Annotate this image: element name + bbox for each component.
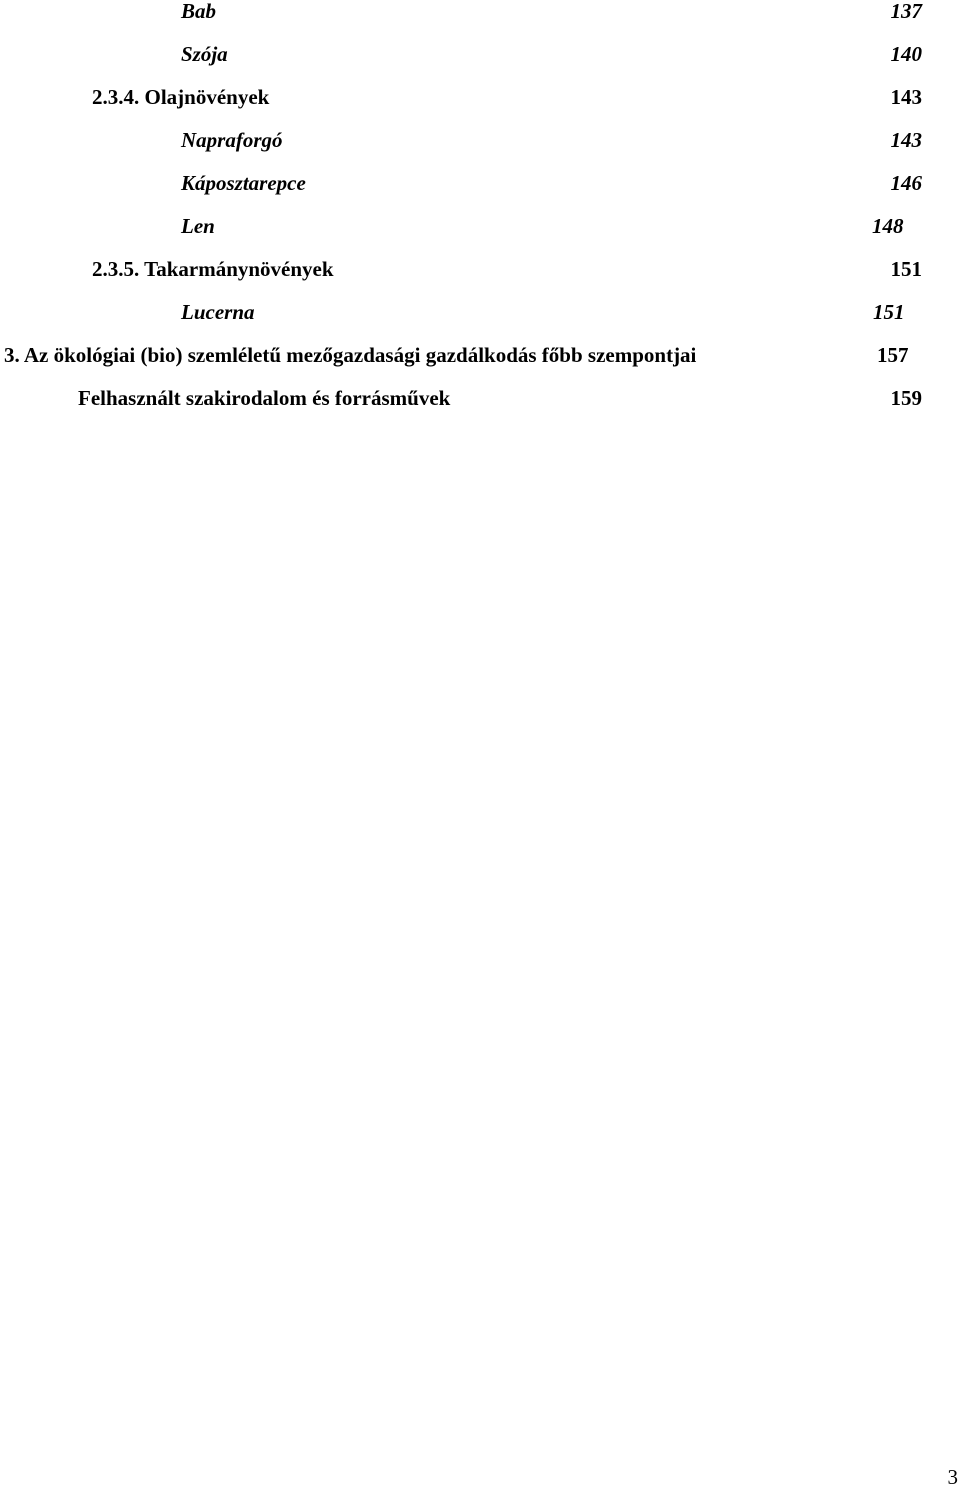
toc-entry-lucerna	[0, 297, 960, 327]
toc-entry-page: 157	[877, 343, 909, 367]
toc-entry-title: 2.3.4. Olajnövények	[92, 85, 270, 109]
toc-entry-title: Lucerna	[181, 300, 255, 324]
toc-entry-len	[0, 211, 960, 241]
toc-entry-title: Bab	[181, 0, 217, 23]
toc-entry-title: Káposztarepce	[181, 171, 306, 195]
toc-entry-page: 148	[872, 214, 904, 238]
toc-entry-szakirodalom	[0, 383, 960, 413]
toc-entry-page: 140	[890, 42, 922, 66]
toc-entry-takarmanynovenyek	[0, 254, 960, 284]
toc-entry-bab	[0, 0, 960, 26]
toc-entry-kaposztarepce	[0, 168, 960, 198]
toc-entry-page: 143	[890, 128, 922, 152]
toc-entry-title: Szója	[181, 42, 228, 66]
toc-entry-page: 159	[890, 386, 922, 410]
toc-entry-page: 151	[890, 257, 922, 281]
toc-entry-page: 137	[890, 0, 922, 23]
toc-entry-page: 143	[890, 85, 922, 109]
toc-entry-title: Napraforgó	[181, 128, 283, 152]
toc-entry-title: Len	[181, 214, 215, 238]
toc-entry-title: 3. Az ökológiai (bio) szemléletű mezőgazdasági gazdálkodás főbb szempontjai	[4, 343, 697, 367]
toc-entry-title: 2.3.5. Takarmánynövények	[92, 257, 334, 281]
toc-entry-page: 146	[890, 171, 922, 195]
toc-entry-olajnovenyek	[0, 82, 960, 112]
page-number: 3	[947, 1465, 958, 1489]
toc-entry-title: Felhasznált szakirodalom és forrásművek	[78, 386, 451, 410]
toc-entry-okologiai-gazdalkodas	[0, 340, 960, 370]
toc-entry-napraforgo	[0, 125, 960, 155]
toc-entry-page: 151	[873, 300, 905, 324]
toc-entry-szoja	[0, 39, 960, 69]
